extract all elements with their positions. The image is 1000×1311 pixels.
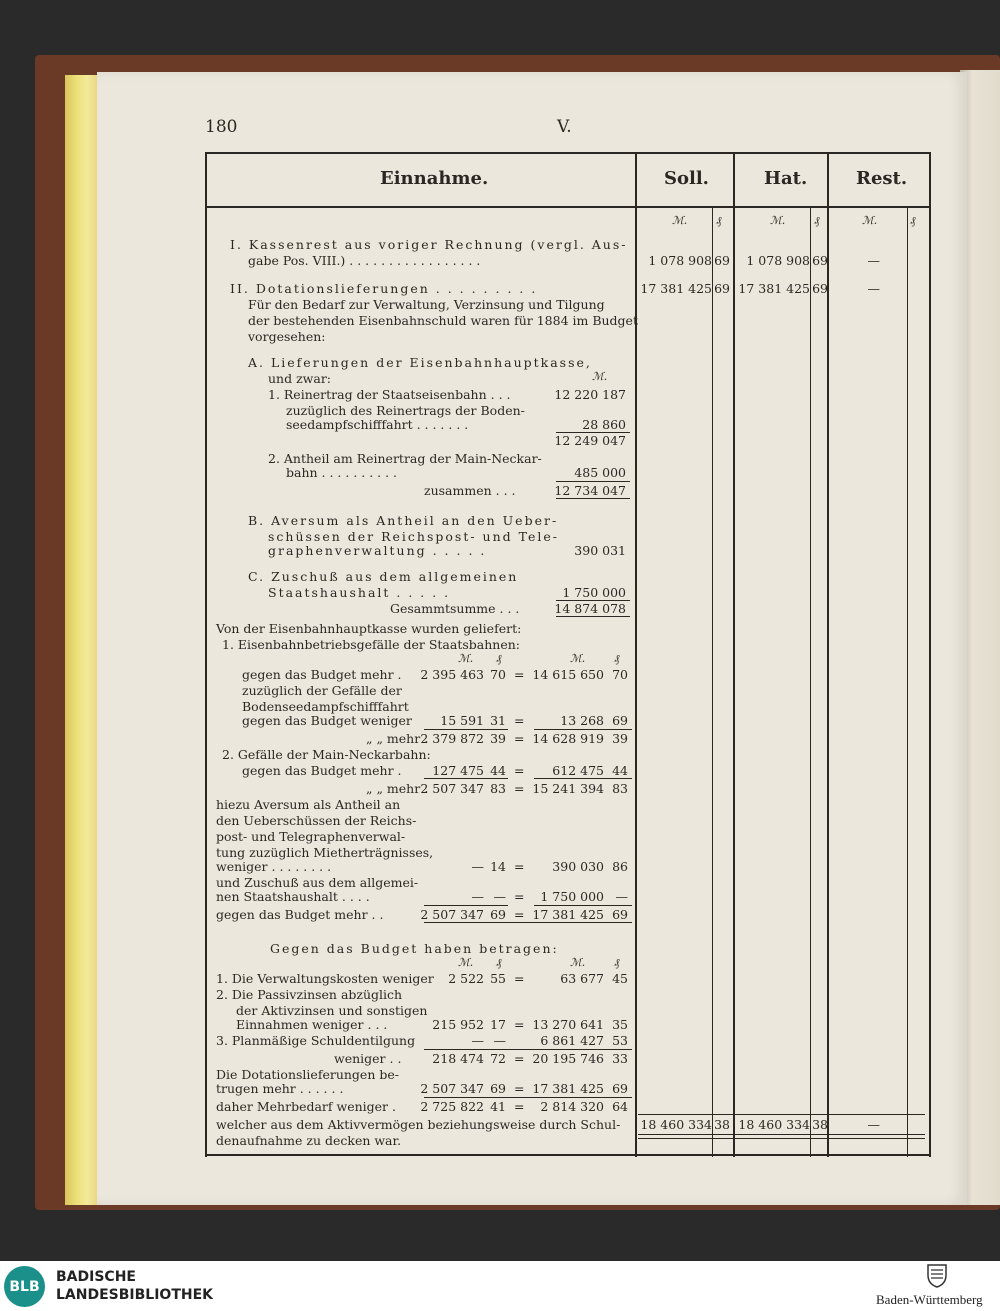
total-soll-pf: 38 xyxy=(714,1117,730,1132)
budget-text: welcher aus dem Aktivvermögen beziehungsweise durch Schul- xyxy=(216,1117,621,1132)
budget-mark: 218 474 xyxy=(432,1051,484,1066)
delivered-mark: 612 475 xyxy=(552,763,604,778)
section-value: 12 220 187 xyxy=(554,387,626,402)
delivered-text: und Zuschuß aus dem allgemei- xyxy=(216,875,419,890)
delivered-pf: 69 xyxy=(612,907,628,922)
equals-sign: = xyxy=(514,889,525,904)
delivered-text: gegen das Budget mehr . . xyxy=(216,907,384,922)
header-einnahme: Einnahme. xyxy=(380,168,489,189)
item-text: I. Kassenrest aus voriger Rechnung (vergl. Aus- xyxy=(230,237,628,252)
item-text: vorgesehen: xyxy=(248,329,326,344)
delivered-mark: — xyxy=(471,889,484,904)
budget-mark: 2 522 xyxy=(448,971,484,986)
equals-sign: = xyxy=(514,763,525,778)
delivered-pf: 39 xyxy=(612,731,628,746)
delivered-mark: 13 268 xyxy=(560,713,604,728)
equals-sign: = xyxy=(514,1017,525,1032)
section-value: 485 000 xyxy=(574,465,626,480)
delivered-mark: 2 507 347 xyxy=(420,781,484,796)
delivered-text: 2. Gefälle der Main-Neckarbahn: xyxy=(222,747,431,762)
section-text: bahn . . . . . . . . . . xyxy=(286,465,398,480)
section-text: schüssen der Reichspost- und Tele- xyxy=(268,529,560,544)
budget-mark: 20 195 746 xyxy=(532,1051,604,1066)
delivered-mark: — xyxy=(471,859,484,874)
unit-pf: ₰ xyxy=(814,214,820,227)
section-text: zuzüglich des Reinertrags der Boden- xyxy=(286,403,525,418)
item-text: Für den Bedarf zur Verwaltung, Verzinsung und Tilgung xyxy=(248,297,605,312)
library-name-line2: LANDESBIBLIOTHEK xyxy=(56,1287,214,1303)
budget-mark: — xyxy=(471,1033,484,1048)
delivered-text: tung zuzüglich Mietherträgnisses, xyxy=(216,845,434,860)
section-text: C. Zuschuß aus dem allgemeinen xyxy=(248,569,519,584)
soll-value: 1 078 908 xyxy=(648,253,712,268)
section-value: 390 031 xyxy=(574,543,626,558)
budget-text: daher Mehrbedarf weniger . xyxy=(216,1099,396,1114)
hat-pf: 69 xyxy=(812,281,828,296)
header-soll: Soll. xyxy=(664,168,709,189)
delivered-mark: 15 241 394 xyxy=(532,781,604,796)
unit-mark: ℳ. xyxy=(770,214,786,227)
delivered-text: zuzüglich der Gefälle der xyxy=(242,683,402,698)
section-value: 12 734 047 xyxy=(554,483,626,498)
blb-logo[interactable]: BLB xyxy=(4,1266,45,1307)
unit-pf: ₰ xyxy=(614,652,620,665)
unit-pf: ₰ xyxy=(716,214,722,227)
section-text: A. Lieferungen der Eisenbahnhauptkasse, xyxy=(248,355,592,370)
budget-pf: 72 xyxy=(490,1051,506,1066)
delivered-mark: 2 379 872 xyxy=(420,731,484,746)
delivered-text: hiezu Aversum als Antheil an xyxy=(216,797,401,812)
budget-text: 3. Planmäßige Schuldentilgung xyxy=(216,1033,416,1048)
page-edges xyxy=(65,75,97,1205)
section-text: 1. Reinertrag der Staatseisenbahn . . . xyxy=(268,387,511,402)
delivered-pf: 31 xyxy=(490,713,506,728)
delivered-mark: 2 507 347 xyxy=(420,907,484,922)
section-value: 28 860 xyxy=(582,417,626,432)
delivered-pf: 69 xyxy=(612,713,628,728)
delivered-pf: 14 xyxy=(490,859,506,874)
delivered-pf: — xyxy=(493,889,506,904)
header-hat: Hat. xyxy=(764,168,808,189)
equals-sign: = xyxy=(514,713,525,728)
budget-text: trugen mehr . . . . . . xyxy=(216,1081,344,1096)
unit-pf: ₰ xyxy=(496,652,502,665)
budget-pf: 17 xyxy=(490,1017,506,1032)
hat-pf: 69 xyxy=(812,253,828,268)
budget-mark: 215 952 xyxy=(432,1017,484,1032)
unit-mark: ℳ. xyxy=(458,956,474,969)
budget-pf: 64 xyxy=(612,1099,628,1114)
equals-sign: = xyxy=(514,1099,525,1114)
section-text: zusammen . . . xyxy=(424,483,516,498)
delivered-mark: 17 381 425 xyxy=(532,907,604,922)
delivered-text: 1. Eisenbahnbetriebsgefälle der Staatsbahnen: xyxy=(222,637,520,652)
chapter-number: V. xyxy=(557,117,572,137)
equals-sign: = xyxy=(514,971,525,986)
soll-pf: 69 xyxy=(714,281,730,296)
header-rest: Rest. xyxy=(856,168,908,189)
budget-pf: 45 xyxy=(612,971,628,986)
state-crest-icon xyxy=(925,1262,949,1288)
budget-mark: 17 381 425 xyxy=(532,1081,604,1096)
budget-mark: 13 270 641 xyxy=(532,1017,604,1032)
library-name-line1: BADISCHE xyxy=(56,1269,136,1285)
delivered-text: weniger . . . . . . . . xyxy=(216,859,332,874)
total-soll: 18 460 334 xyxy=(640,1117,712,1132)
delivered-mark: 14 615 650 xyxy=(532,667,604,682)
budget-pf: 33 xyxy=(612,1051,628,1066)
delivered-pf: 39 xyxy=(490,731,506,746)
budget-text: 2. Die Passivzinsen abzüglich xyxy=(216,987,403,1002)
budget-pf: 69 xyxy=(612,1081,628,1096)
unit-mark: ℳ. xyxy=(570,652,586,665)
delivered-pf: 44 xyxy=(490,763,506,778)
delivered-pf: — xyxy=(615,889,628,904)
section-text: und zwar: xyxy=(268,371,332,386)
soll-value: 17 381 425 xyxy=(640,281,712,296)
unit-pf: ₰ xyxy=(910,214,916,227)
section-text: Staatshaushalt . . . . . xyxy=(268,585,451,600)
unit-mark: ℳ. xyxy=(570,956,586,969)
delivered-text: Von der Eisenbahnhauptkasse wurden geliefert: xyxy=(216,621,522,636)
delivered-mark: 390 030 xyxy=(552,859,604,874)
section-value: 1 750 000 xyxy=(562,585,626,600)
section-value: 14 874 078 xyxy=(554,601,626,616)
unit-mark: ℳ. xyxy=(592,370,608,383)
delivered-pf: 86 xyxy=(612,859,628,874)
budget-text: weniger . . xyxy=(334,1051,402,1066)
delivered-mark: 2 395 463 xyxy=(420,667,484,682)
library-name[interactable] xyxy=(56,1268,213,1304)
budget-text: Einnahmen weniger . . . xyxy=(236,1017,388,1032)
section-text: B. Aversum als Antheil an den Ueber- xyxy=(248,513,559,528)
equals-sign: = xyxy=(514,1051,525,1066)
equals-sign: = xyxy=(514,1081,525,1096)
budget-mark: 2 507 347 xyxy=(420,1081,484,1096)
delivered-text: gegen das Budget mehr . xyxy=(242,667,402,682)
delivered-pf: 70 xyxy=(612,667,628,682)
total-hat: 18 460 334 xyxy=(738,1117,810,1132)
equals-sign: = xyxy=(514,907,525,922)
delivered-pf: 69 xyxy=(490,907,506,922)
unit-pf: ₰ xyxy=(496,956,502,969)
equals-sign: = xyxy=(514,859,525,874)
budget-text: denaufnahme zu decken war. xyxy=(216,1133,402,1148)
section-text: 2. Antheil am Reinertrag der Main-Neckar- xyxy=(268,451,542,466)
delivered-text: gegen das Budget weniger xyxy=(242,713,412,728)
rest-value: — xyxy=(867,253,880,268)
section-value: 12 249 047 xyxy=(554,433,626,448)
item-text: gabe Pos. VIII.) . . . . . . . . . . . . . . . . . xyxy=(248,253,481,268)
delivered-text: „ „ mehr . xyxy=(366,781,429,796)
section-text: Gesammtsumme . . . xyxy=(390,601,520,616)
budget-mark: 2 725 822 xyxy=(420,1099,484,1114)
unit-mark: ℳ. xyxy=(672,214,688,227)
equals-sign: = xyxy=(514,667,525,682)
delivered-text: den Ueberschüssen der Reichs- xyxy=(216,813,417,828)
delivered-mark: 15 591 xyxy=(440,713,484,728)
delivered-text: nen Staatshaushalt . . . . xyxy=(216,889,370,904)
delivered-text: Bodenseedampfschifffahrt xyxy=(242,699,409,714)
unit-mark: ℳ. xyxy=(458,652,474,665)
delivered-mark: 14 628 919 xyxy=(532,731,604,746)
delivered-pf: 70 xyxy=(490,667,506,682)
delivered-pf: 83 xyxy=(490,781,506,796)
budget-mark: 63 677 xyxy=(560,971,604,986)
budget-text: Die Dotationslieferungen be- xyxy=(216,1067,399,1082)
equals-sign: = xyxy=(514,731,525,746)
budget-pf: 53 xyxy=(612,1033,628,1048)
section-text: seedampfschifffahrt . . . . . . . xyxy=(286,417,469,432)
unit-mark: ℳ. xyxy=(862,214,878,227)
delivered-text: gegen das Budget mehr . xyxy=(242,763,402,778)
budget-text: der Aktivzinsen und sonstigen xyxy=(236,1003,428,1018)
delivered-pf: 44 xyxy=(612,763,628,778)
budget-mark: 2 814 320 xyxy=(540,1099,604,1114)
budget-pf: — xyxy=(493,1033,506,1048)
state-name: Baden-Württemberg xyxy=(876,1292,983,1307)
delivered-mark: 1 750 000 xyxy=(540,889,604,904)
equals-sign: = xyxy=(514,781,525,796)
delivered-text: post- und Telegraphenverwal- xyxy=(216,829,406,844)
delivered-mark: 127 475 xyxy=(432,763,484,778)
delivered-pf: 83 xyxy=(612,781,628,796)
budget-heading: Gegen das Budget haben betragen: xyxy=(270,941,559,956)
budget-pf: 55 xyxy=(490,971,506,986)
section-text: graphenverwaltung . . . . . xyxy=(268,543,487,558)
rest-value: — xyxy=(867,281,880,296)
budget-pf: 35 xyxy=(612,1017,628,1032)
item-text: der bestehenden Eisenbahnschuld waren für 1884 im Budget xyxy=(248,313,638,328)
soll-pf: 69 xyxy=(714,253,730,268)
budget-pf: 41 xyxy=(490,1099,506,1114)
hat-value: 1 078 908 xyxy=(746,253,810,268)
page-number: 180 xyxy=(205,117,238,137)
budget-text: 1. Die Verwaltungskosten weniger xyxy=(216,971,434,986)
hat-value: 17 381 425 xyxy=(738,281,810,296)
unit-pf: ₰ xyxy=(614,956,620,969)
delivered-text: „ „ mehr . xyxy=(366,731,429,746)
total-hat-pf: 38 xyxy=(812,1117,828,1132)
budget-pf: 69 xyxy=(490,1081,506,1096)
item-text: II. Dotationslieferungen . . . . . . . . . xyxy=(230,281,538,296)
total-rest: — xyxy=(867,1117,880,1132)
budget-mark: 6 861 427 xyxy=(540,1033,604,1048)
